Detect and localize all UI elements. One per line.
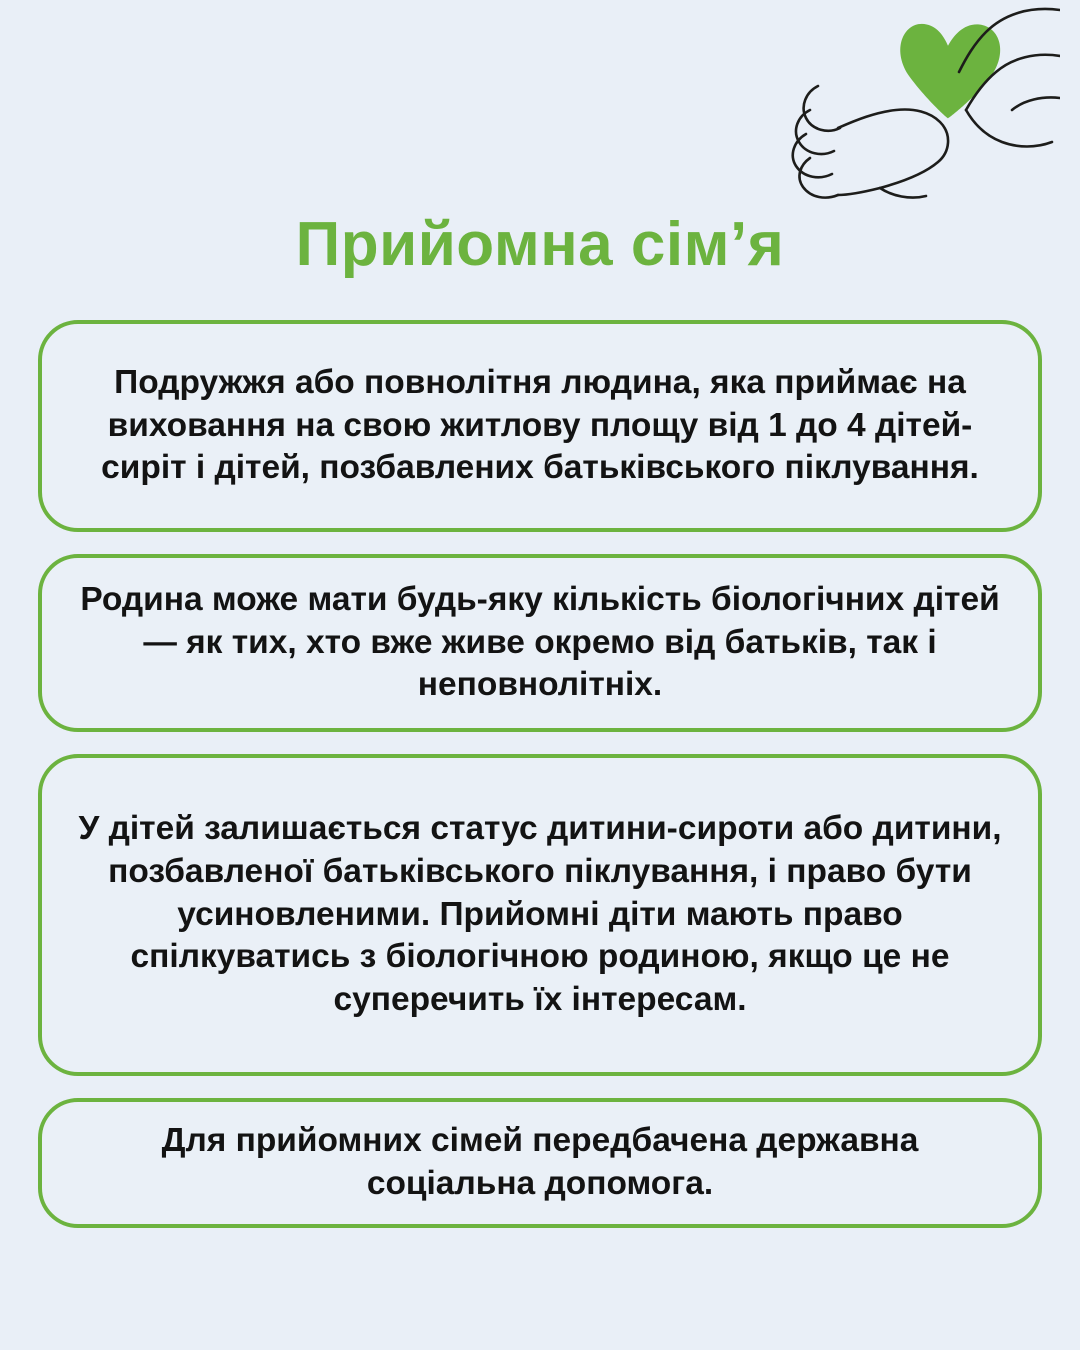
info-card <box>38 554 1042 732</box>
hands-holding-heart-icon <box>760 0 1060 215</box>
info-card <box>38 320 1042 532</box>
info-card <box>38 1098 1042 1228</box>
info-card-text: У дітей залишається статус дитини-сироти або дитини, позбавленої батьківського піклування, і право бути усиновленими. Прийомні діти мають право спілкуватись з біологічною родиною, якщо це не суперечить їх інтересам. <box>78 809 1002 1019</box>
info-card-text: Для прийомних сімей передбачена державна соціальна допомога. <box>161 1122 919 1202</box>
info-card-text: Подружжя або повнолітня людина, яка приймає на виховання на свою житлову площу від 1 до 4 дітей-сиріт і дітей, позбавлених батьківського піклування. <box>101 363 979 487</box>
page-title: Прийомна сім’я <box>295 210 785 279</box>
info-card-text: Родина може мати будь-яку кількість біологічних дітей — як тих, хто вже живе окремо від батьків, так і неповнолітніх. <box>80 580 1000 704</box>
info-card <box>38 754 1042 1076</box>
info-cards <box>38 320 1042 1250</box>
